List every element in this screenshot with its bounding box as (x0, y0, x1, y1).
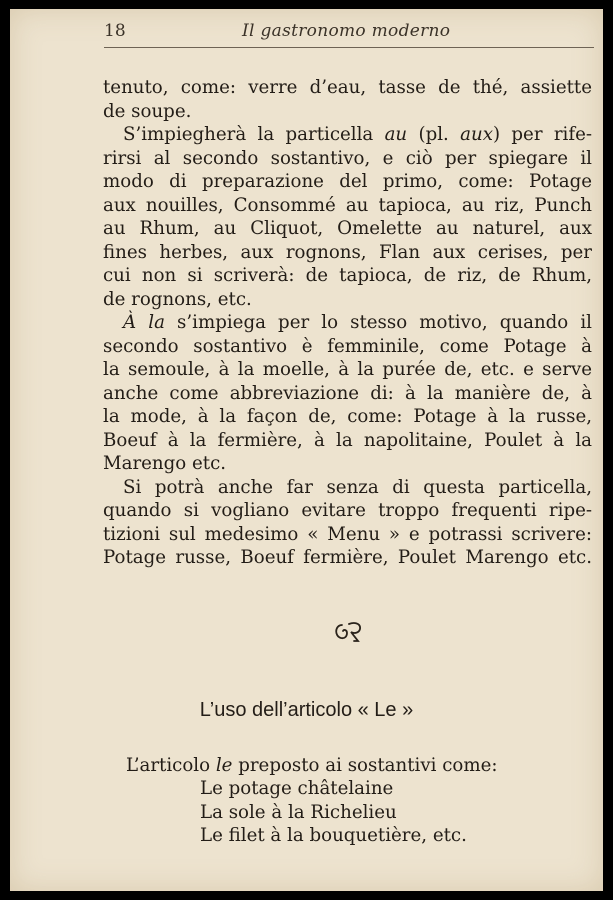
body-line: de soupe. (103, 100, 192, 122)
body-line: aux nouilles, Consommé au tapioca, au riz, Punch (103, 194, 592, 216)
section-title: L’uso dell’articolo « Le » (199, 699, 414, 721)
example-item: La sole à la Richelieu (200, 801, 397, 823)
body-line: cui non si scriverà: de tapioca, de riz, de Rhum, (103, 265, 592, 286)
body-line (103, 123, 592, 147)
body-line: Marengo etc. (103, 453, 227, 474)
body-line: la mode, à la façon de, come: Potage à la russe, (103, 406, 592, 427)
body-line-text: À la s’impiega per lo stesso motivo, quando il (123, 312, 592, 333)
book-page (10, 9, 603, 891)
body-line: quando si vogliano evitare troppo frequenti ripe- (103, 500, 592, 521)
body-line-text: S’impiegherà la particella au (pl. aux) per rife- (123, 124, 592, 145)
body-line: Boeuf à la fermière, à la napolitaine, Poulet à la (103, 429, 592, 451)
body-line: au Rhum, au Cliquot, Omelette au naturel, aux (103, 218, 592, 239)
example-item: Le filet à la bouquetière, etc. (200, 825, 467, 846)
body-line: tizioni sul medesimo « Menu » e potrassi scrivere: (103, 523, 592, 545)
body-line: secondo sostantivo è femminile, come Potage à (103, 335, 592, 357)
page-header (10, 9, 603, 49)
intro-prefix: L’articolo (126, 755, 216, 776)
running-title: Il gastronomo moderno (242, 21, 451, 41)
body-line: anche come abbreviazione di: à la manière de, à (103, 382, 592, 404)
intro-suffix: preposto ai sostantivi come: (232, 755, 498, 776)
body-line: Si potrà anche far senza di questa particella, (123, 476, 592, 498)
body-line: la semoule, à la moelle, à la purée de, etc. e serve (103, 359, 592, 380)
page-number: 18 (104, 21, 126, 41)
example-list (200, 777, 467, 848)
body-line: fines herbes, aux rognons, Flan aux cerises, per (103, 241, 592, 263)
body-line (103, 311, 592, 335)
body-line: rirsi al secondo sostantivo, e ciò per spiegare il (103, 147, 592, 169)
body-text (103, 76, 592, 570)
section-intro (126, 754, 497, 778)
ornament-icon (332, 619, 366, 645)
body-line: Potage russe, Boeuf fermière, Poulet Marengo etc. (103, 547, 592, 568)
intro-term: le (215, 755, 233, 776)
body-line: modo di preparazione del primo, come: Potage (103, 171, 592, 192)
header-rule (104, 47, 594, 48)
body-line: tenuto, come: verre d’eau, tasse de thé, assiette (103, 77, 592, 98)
body-line: de rognons, etc. (103, 288, 252, 310)
example-item: Le potage châtelaine (200, 778, 394, 799)
